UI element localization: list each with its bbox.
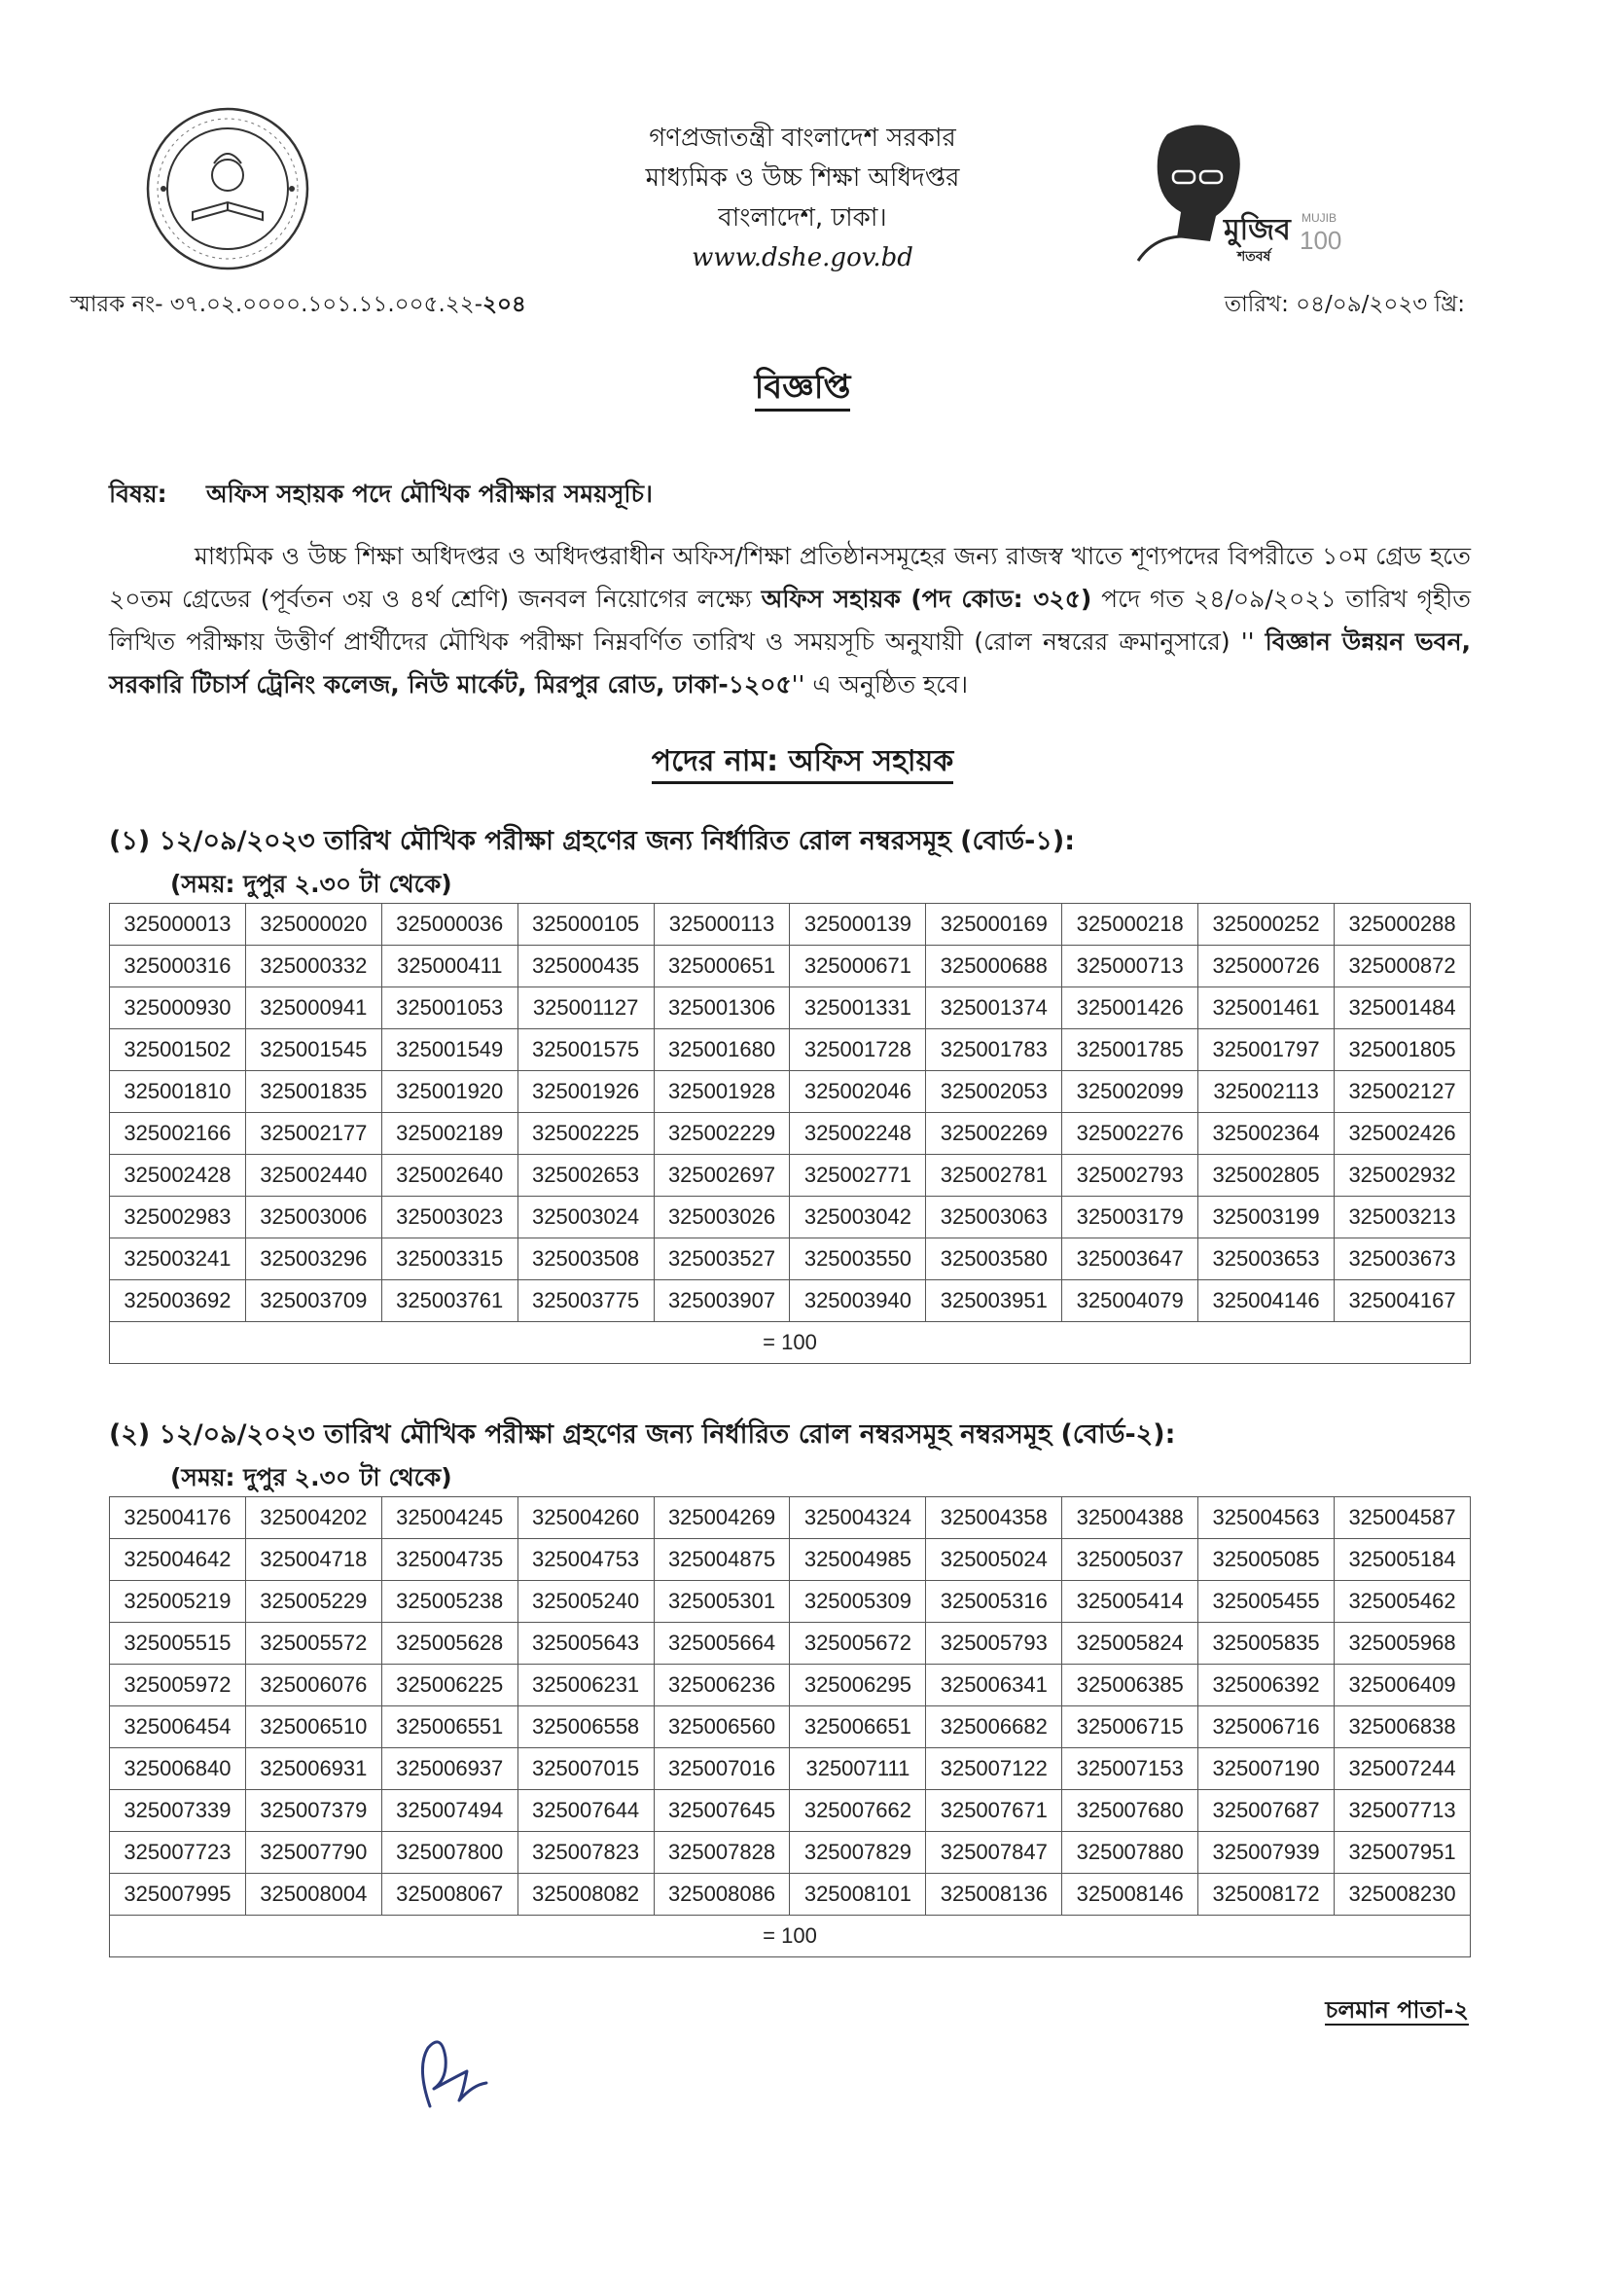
roll-number-cell: 325005643	[517, 1623, 654, 1665]
roll-number-cell: 325001728	[790, 1029, 926, 1071]
roll-number-cell: 325005968	[1335, 1623, 1471, 1665]
roll-number-cell: 325002127	[1335, 1071, 1471, 1113]
roll-number-cell: 325007122	[926, 1748, 1062, 1790]
roll-number-cell: 325002697	[654, 1155, 790, 1197]
roll-number-cell: 325001785	[1062, 1029, 1198, 1071]
roll-number-cell: 325000930	[110, 987, 246, 1029]
roll-number-cell: 325003692	[110, 1280, 246, 1322]
board-2-time: (সময়: দুপুর ২.৩০ টা থেকে)	[170, 1463, 452, 1491]
roll-number-cell: 325007995	[110, 1874, 246, 1916]
roll-number-cell: 325005664	[654, 1623, 790, 1665]
roll-number-cell: 325003761	[381, 1280, 517, 1322]
roll-number-cell: 325004985	[790, 1539, 926, 1581]
roll-number-cell: 325007244	[1335, 1748, 1471, 1790]
roll-number-cell: 325004358	[926, 1497, 1062, 1539]
roll-number-cell: 325005229	[245, 1581, 381, 1623]
roll-number-cell: 325003951	[926, 1280, 1062, 1322]
roll-number-cell: 325006231	[517, 1665, 654, 1706]
board-2-heading: (২) ১২/০৯/২০২৩ তারিখ মৌখিক পরীক্ষা গ্রহণের জন্য নির্ধারিত রোল নম্বরসমূহ নম্বরসমূহ (বোর্ড-২):	[109, 1419, 1176, 1450]
roll-number-cell: 325001835	[245, 1071, 381, 1113]
roll-number-cell: 325002653	[517, 1155, 654, 1197]
roll-number-cell: 325003550	[790, 1238, 926, 1280]
roll-number-cell: 325000872	[1335, 946, 1471, 987]
roll-number-cell: 325001306	[654, 987, 790, 1029]
roll-number-cell: 325006341	[926, 1665, 1062, 1706]
roll-number-cell: 325004642	[110, 1539, 246, 1581]
roll-number-cell: 325002793	[1062, 1155, 1198, 1197]
roll-number-cell: 325004587	[1335, 1497, 1471, 1539]
table-row	[110, 946, 1471, 987]
roll-number-cell: 325004269	[654, 1497, 790, 1539]
roll-number-cell: 325007339	[110, 1790, 246, 1832]
body-part-1: মাধ্যমিক ও উচ্চ শিক্ষা অধিদপ্তর ও অধিদপ্তরাধীন অফিস/শিক্ষা প্রতিষ্ঠানসমূহের জন্য রাজস্ব খাতে শূণ্যপদের বিপরীতে ১০ম গ্রেড হতে ২০তম গ্রেডের (পূর্বতন ৩য় ও ৪র্থ শ্রেণি) জনবল নিয়োগের লক্ষ্যে	[109, 542, 1471, 613]
roll-number-cell: 325002099	[1062, 1071, 1198, 1113]
roll-number-cell: 325005824	[1062, 1623, 1198, 1665]
roll-number-cell: 325005515	[110, 1623, 246, 1665]
roll-number-cell: 325001920	[381, 1071, 517, 1113]
roll-number-cell: 325006236	[654, 1665, 790, 1706]
roll-number-cell: 325008101	[790, 1874, 926, 1916]
roll-number-cell: 325006651	[790, 1706, 926, 1748]
mujib-100-logo	[1109, 115, 1342, 269]
roll-number-cell: 325001053	[381, 987, 517, 1029]
roll-number-cell: 325007723	[110, 1832, 246, 1874]
roll-number-cell: 325002113	[1198, 1071, 1335, 1113]
roll-number-cell: 325001484	[1335, 987, 1471, 1029]
roll-number-cell: 325004563	[1198, 1497, 1335, 1539]
roll-number-cell: 325005462	[1335, 1581, 1471, 1623]
roll-number-cell: 325001797	[1198, 1029, 1335, 1071]
roll-number-cell: 325001549	[381, 1029, 517, 1071]
roll-number-cell: 325000036	[381, 904, 517, 946]
roll-number-cell: 325005085	[1198, 1539, 1335, 1581]
roll-number-cell: 325004146	[1198, 1280, 1335, 1322]
roll-number-cell: 325001926	[517, 1071, 654, 1113]
table-row	[110, 1581, 1471, 1623]
roll-number-cell: 325006931	[245, 1748, 381, 1790]
notice-title	[0, 362, 1605, 417]
roll-number-cell: 325002046	[790, 1071, 926, 1113]
roll-number-cell: 325002781	[926, 1155, 1062, 1197]
roll-number-cell: 325001374	[926, 987, 1062, 1029]
roll-number-cell: 325008146	[1062, 1874, 1198, 1916]
header-website: www.dshe.gov.bd	[692, 243, 913, 272]
board-1-roll-table	[109, 903, 1471, 1364]
table-row	[110, 1748, 1471, 1790]
roll-number-cell: 325004735	[381, 1539, 517, 1581]
roll-number-cell: 325006225	[381, 1665, 517, 1706]
memo-number-bold: ২০৪	[482, 292, 526, 317]
roll-number-cell: 325004718	[245, 1539, 381, 1581]
roll-number-cell: 325006558	[517, 1706, 654, 1748]
roll-number-cell: 325006840	[110, 1748, 246, 1790]
roll-number-cell: 325000252	[1198, 904, 1335, 946]
roll-number-cell: 325003653	[1198, 1238, 1335, 1280]
roll-number-cell: 325007687	[1198, 1790, 1335, 1832]
total-count: = 100	[110, 1322, 1471, 1364]
roll-number-cell: 325001331	[790, 987, 926, 1029]
roll-number-cell: 325007951	[1335, 1832, 1471, 1874]
roll-number-cell: 325003775	[517, 1280, 654, 1322]
roll-number-cell: 325001127	[517, 987, 654, 1029]
roll-number-cell: 325002166	[110, 1113, 246, 1155]
roll-number-cell: 325000435	[517, 946, 654, 987]
roll-number-cell: 325000020	[245, 904, 381, 946]
roll-number-cell: 325001575	[517, 1029, 654, 1071]
roll-number-cell: 325002428	[110, 1155, 246, 1197]
table-row	[110, 1497, 1471, 1539]
roll-number-cell: 325003199	[1198, 1197, 1335, 1238]
roll-number-cell: 325002364	[1198, 1113, 1335, 1155]
roll-number-cell: 325000651	[654, 946, 790, 987]
roll-number-cell: 325006392	[1198, 1665, 1335, 1706]
roll-number-cell: 325000713	[1062, 946, 1198, 987]
post-name-heading	[0, 737, 1605, 787]
roll-number-cell: 325000411	[381, 946, 517, 987]
roll-number-cell: 325004388	[1062, 1497, 1198, 1539]
roll-number-cell: 325000332	[245, 946, 381, 987]
roll-number-cell: 325003063	[926, 1197, 1062, 1238]
roll-number-cell: 325003709	[245, 1280, 381, 1322]
board-1-time: (সময়: দুপুর ২.৩০ টা থেকে)	[170, 870, 452, 898]
roll-number-cell: 325002276	[1062, 1113, 1198, 1155]
roll-number-cell: 325007829	[790, 1832, 926, 1874]
roll-number-cell: 325008230	[1335, 1874, 1471, 1916]
roll-number-cell: 325007847	[926, 1832, 1062, 1874]
total-count: = 100	[110, 1916, 1471, 1957]
logo-mujib-text: মুজিব	[1224, 213, 1291, 247]
logo-shatabarsha-text: শতবর্ষ	[1237, 249, 1271, 265]
table-row	[110, 1874, 1471, 1916]
office-header	[486, 119, 1119, 278]
table-row	[110, 1113, 1471, 1155]
table-row	[110, 1665, 1471, 1706]
roll-number-cell: 325007680	[1062, 1790, 1198, 1832]
roll-number-cell: 325007645	[654, 1790, 790, 1832]
roll-number-cell: 325004753	[517, 1539, 654, 1581]
roll-number-cell: 325003527	[654, 1238, 790, 1280]
notice-date: তারিখ: ০৪/০৯/২০২৩ খ্রি:	[1224, 292, 1465, 317]
table-row	[110, 1623, 1471, 1665]
board-2-roll-table	[109, 1496, 1471, 1957]
roll-number-cell: 325005037	[1062, 1539, 1198, 1581]
roll-number-cell: 325005240	[517, 1581, 654, 1623]
roll-number-cell: 325004079	[1062, 1280, 1198, 1322]
roll-number-cell: 325008004	[245, 1874, 381, 1916]
roll-number-cell: 325000113	[654, 904, 790, 946]
roll-number-cell: 325008136	[926, 1874, 1062, 1916]
roll-number-cell: 325005301	[654, 1581, 790, 1623]
roll-number-cell: 325006715	[1062, 1706, 1198, 1748]
roll-number-cell: 325006716	[1198, 1706, 1335, 1748]
roll-number-cell: 325000218	[1062, 904, 1198, 946]
roll-number-cell: 325003940	[790, 1280, 926, 1322]
roll-number-cell: 325002932	[1335, 1155, 1471, 1197]
table-row	[110, 904, 1471, 946]
roll-number-cell: 325007644	[517, 1790, 654, 1832]
roll-number-cell: 325007800	[381, 1832, 517, 1874]
roll-number-cell: 325002177	[245, 1113, 381, 1155]
roll-number-cell: 325003213	[1335, 1197, 1471, 1238]
roll-number-cell: 325003508	[517, 1238, 654, 1280]
post-name-text: পদের নাম: অফিস সহায়ক	[652, 744, 954, 784]
roll-number-cell: 325001810	[110, 1071, 246, 1113]
roll-number-cell: 325006551	[381, 1706, 517, 1748]
roll-number-cell: 325002440	[245, 1155, 381, 1197]
roll-number-cell: 325007111	[790, 1748, 926, 1790]
roll-number-cell: 325003580	[926, 1238, 1062, 1280]
table-row	[110, 1029, 1471, 1071]
table-total-row	[110, 1916, 1471, 1957]
roll-number-cell: 325006838	[1335, 1706, 1471, 1748]
roll-number-cell: 325000688	[926, 946, 1062, 987]
header-line-location: বাংলাদেশ, ঢাকা।	[718, 203, 887, 233]
roll-number-cell: 325007153	[1062, 1748, 1198, 1790]
roll-number-cell: 325004875	[654, 1539, 790, 1581]
table-row	[110, 1071, 1471, 1113]
roll-number-cell: 325000139	[790, 904, 926, 946]
body-part-2: পদে গত ২৪/০৯/২০২১ তারিখ গৃহীত লিখিত পরীক্ষায় উত্তীর্ণ প্রার্থীদের মৌখিক পরীক্ষা নিম্নবর্ণিত তারিখ ও সময়সূচি অনুযায়ী (রোল নম্বরের ক্রমানুসারে) ''	[109, 585, 1472, 656]
board-1-heading: (১) ১২/০৯/২০২৩ তারিখ মৌখিক পরীক্ষা গ্রহণের জন্য নির্ধারিত রোল নম্বরসমূহ (বোর্ড-১):	[109, 826, 1076, 856]
roll-number-cell: 325006560	[654, 1706, 790, 1748]
roll-number-cell: 325001680	[654, 1029, 790, 1071]
roll-number-cell: 325007828	[654, 1832, 790, 1874]
roll-number-cell: 325003296	[245, 1238, 381, 1280]
roll-number-cell: 325005455	[1198, 1581, 1335, 1623]
roll-number-cell: 325006510	[245, 1706, 381, 1748]
roll-number-cell: 325005414	[1062, 1581, 1198, 1623]
roll-number-cell: 325005184	[1335, 1539, 1471, 1581]
roll-number-cell: 325007880	[1062, 1832, 1198, 1874]
roll-number-cell: 325005309	[790, 1581, 926, 1623]
roll-number-cell: 325002225	[517, 1113, 654, 1155]
handwritten-signature	[409, 2028, 516, 2116]
table-row	[110, 1155, 1471, 1197]
roll-number-cell: 325004202	[245, 1497, 381, 1539]
roll-number-cell: 325000941	[245, 987, 381, 1029]
roll-number-cell: 325007662	[790, 1790, 926, 1832]
subject-label: বিষয়:	[109, 480, 167, 508]
roll-number-cell: 325000169	[926, 904, 1062, 946]
roll-number-cell: 325003026	[654, 1197, 790, 1238]
roll-number-cell: 325005672	[790, 1623, 926, 1665]
roll-number-cell: 325007713	[1335, 1790, 1471, 1832]
roll-number-cell: 325004260	[517, 1497, 654, 1539]
roll-number-cell: 325007939	[1198, 1832, 1335, 1874]
roll-number-cell: 325005628	[381, 1623, 517, 1665]
roll-number-cell: 325003006	[245, 1197, 381, 1238]
roll-number-cell: 325003023	[381, 1197, 517, 1238]
roll-number-cell: 325007823	[517, 1832, 654, 1874]
roll-number-cell: 325001545	[245, 1029, 381, 1071]
table-row	[110, 1238, 1471, 1280]
table-row	[110, 1280, 1471, 1322]
body-part-3: '' এ অনুষ্ঠিত হবে।	[791, 670, 969, 699]
continued-page-note	[1325, 1992, 1469, 2031]
roll-number-cell: 325002189	[381, 1113, 517, 1155]
roll-number-cell: 325002426	[1335, 1113, 1471, 1155]
roll-number-cell: 325008086	[654, 1874, 790, 1916]
table-row	[110, 1832, 1471, 1874]
roll-number-cell: 325008067	[381, 1874, 517, 1916]
roll-number-cell: 325002983	[110, 1197, 246, 1238]
roll-number-cell: 325005024	[926, 1539, 1062, 1581]
roll-number-cell: 325006454	[110, 1706, 246, 1748]
continued-text: চলমান পাতা-২	[1325, 1996, 1469, 2024]
memo-number	[70, 286, 526, 324]
roll-number-cell: 325000013	[110, 904, 246, 946]
roll-number-cell: 325005316	[926, 1581, 1062, 1623]
roll-number-cell: 325001426	[1062, 987, 1198, 1029]
subject-line	[109, 475, 653, 517]
table-row	[110, 1539, 1471, 1581]
roll-number-cell: 325001928	[654, 1071, 790, 1113]
roll-number-cell: 325000288	[1335, 904, 1471, 946]
notice-body	[109, 535, 1471, 706]
roll-number-cell: 325003673	[1335, 1238, 1471, 1280]
roll-number-cell: 325005793	[926, 1623, 1062, 1665]
roll-number-cell: 325006682	[926, 1706, 1062, 1748]
roll-number-cell: 325005972	[110, 1665, 246, 1706]
government-seal-logo	[144, 105, 311, 272]
subject-text: অফিস সহায়ক পদে মৌখিক পরীক্ষার সময়সূচি।	[206, 480, 653, 508]
table-row	[110, 987, 1471, 1029]
roll-number-cell: 325006385	[1062, 1665, 1198, 1706]
roll-number-cell: 325006937	[381, 1748, 517, 1790]
roll-number-cell: 325004245	[381, 1497, 517, 1539]
logo-mujib-en-text: MUJIB	[1302, 211, 1337, 225]
roll-number-cell: 325002248	[790, 1113, 926, 1155]
roll-number-cell: 325000316	[110, 946, 246, 987]
roll-number-cell: 325002269	[926, 1113, 1062, 1155]
roll-number-cell: 325007015	[517, 1748, 654, 1790]
table-row	[110, 1197, 1471, 1238]
roll-number-cell: 325001805	[1335, 1029, 1471, 1071]
roll-number-cell: 325002771	[790, 1155, 926, 1197]
roll-number-cell: 325000671	[790, 946, 926, 987]
roll-number-cell: 325001461	[1198, 987, 1335, 1029]
header-line-government: গণপ্রজাতন্ত্রী বাংলাদেশ সরকার	[649, 124, 956, 153]
roll-number-cell: 325005219	[110, 1581, 246, 1623]
roll-number-cell: 325002805	[1198, 1155, 1335, 1197]
body-post-code: অফিস সহায়ক (পদ কোড: ৩২৫)	[761, 585, 1092, 613]
roll-number-cell: 325003647	[1062, 1238, 1198, 1280]
roll-number-cell: 325008172	[1198, 1874, 1335, 1916]
roll-number-cell: 325006409	[1335, 1665, 1471, 1706]
roll-number-cell: 325002640	[381, 1155, 517, 1197]
roll-number-cell: 325004176	[110, 1497, 246, 1539]
header-line-directorate: মাধ্যমিক ও উচ্চ শিক্ষা অধিদপ্তর	[645, 163, 960, 193]
roll-number-cell: 325007494	[381, 1790, 517, 1832]
roll-number-cell: 325007190	[1198, 1748, 1335, 1790]
memo-prefix: স্মারক নং- ৩৭.০২.০০০০.১০১.১১.০০৫.২২-	[70, 292, 483, 317]
logo-100-text: 100	[1300, 226, 1342, 255]
roll-number-cell: 325004324	[790, 1497, 926, 1539]
table-row	[110, 1706, 1471, 1748]
roll-number-cell: 325002229	[654, 1113, 790, 1155]
roll-number-cell: 325005835	[1198, 1623, 1335, 1665]
roll-number-cell: 325005238	[381, 1581, 517, 1623]
body-venue: বিজ্ঞান উন্নয়ন ভবন, সরকারি টিচার্স ট্রেনিং কলেজ, নিউ মার্কেট, মিরপুর রোড, ঢাকা-১২০৫	[109, 628, 1471, 699]
roll-number-cell: 325003024	[517, 1197, 654, 1238]
roll-number-cell: 325003042	[790, 1197, 926, 1238]
table-row	[110, 1790, 1471, 1832]
roll-number-cell: 325003907	[654, 1280, 790, 1322]
roll-number-cell: 325000105	[517, 904, 654, 946]
roll-number-cell: 325006295	[790, 1665, 926, 1706]
roll-number-cell: 325001783	[926, 1029, 1062, 1071]
roll-number-cell: 325007790	[245, 1832, 381, 1874]
roll-number-cell: 325002053	[926, 1071, 1062, 1113]
roll-number-cell: 325003315	[381, 1238, 517, 1280]
roll-number-cell: 325000726	[1198, 946, 1335, 987]
roll-number-cell: 325007379	[245, 1790, 381, 1832]
roll-number-cell: 325007671	[926, 1790, 1062, 1832]
roll-number-cell: 325006076	[245, 1665, 381, 1706]
roll-number-cell: 325003241	[110, 1238, 246, 1280]
roll-number-cell: 325003179	[1062, 1197, 1198, 1238]
roll-number-cell: 325007016	[654, 1748, 790, 1790]
roll-number-cell: 325005572	[245, 1623, 381, 1665]
roll-number-cell: 325001502	[110, 1029, 246, 1071]
table-total-row	[110, 1322, 1471, 1364]
notice-title-text: বিজ্ঞপ্তি	[755, 368, 851, 412]
roll-number-cell: 325004167	[1335, 1280, 1471, 1322]
roll-number-cell: 325008082	[517, 1874, 654, 1916]
